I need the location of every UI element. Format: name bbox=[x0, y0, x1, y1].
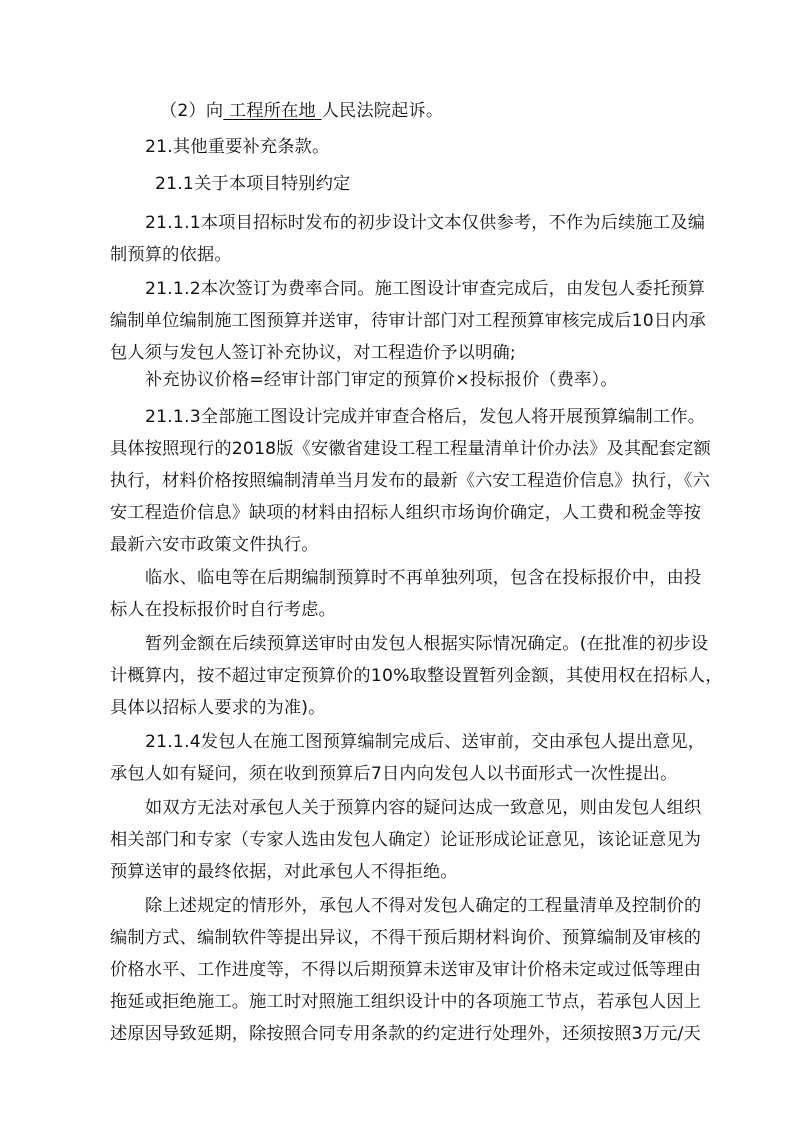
litigation-location-underlined: 工程所在地 bbox=[223, 101, 322, 121]
paragraph-21-1-2-line-1: 21.1.2本次签订为费率合同。施工图设计审查完成后，由发包人委托预算 bbox=[145, 279, 706, 299]
paragraph-no-objection-line-5: 述原因导致延期，除按照合同专用条款的约定进行处理外，还须按照3万元/天 bbox=[110, 1024, 701, 1044]
paragraph-no-objection-line-2: 编制方式、编制软件等提出异议，不得干预后期材料询价、预算编制及审核的 bbox=[110, 928, 702, 948]
paragraph-dispute-line-3: 预算送审的最终依据，对此承包人不得拒绝。 bbox=[110, 862, 458, 882]
paragraph-provisional-sum-line-2: 计概算内，按不超过审定预算价的10%取整设置暂列金额，其使用权在招标人， bbox=[110, 666, 723, 686]
litigation-suffix: 人民法院起诉。 bbox=[321, 101, 444, 121]
paragraph-litigation-clause bbox=[160, 100, 443, 122]
paragraph-21-1-3-line-1: 21.1.3全部施工图设计完成并审查合格后，发包人将开展预算编制工作。 bbox=[145, 407, 706, 427]
section-heading-21-1: 21.1关于本项目特别约定 bbox=[155, 174, 351, 194]
paragraph-21-1-1-line-2: 制预算的依据。 bbox=[110, 245, 232, 265]
paragraph-no-objection-line-1: 除上述规定的情形外，承包人不得对发包人确定的工程量清单及控制价的 bbox=[145, 896, 702, 916]
litigation-prefix: （2）向 bbox=[160, 101, 224, 121]
paragraph-21-1-2-line-3: 包人须与发包人签订补充协议，对工程造价予以明确; bbox=[110, 343, 516, 363]
paragraph-21-1-3-line-4: 安工程造价信息》缺项的材料由招标人组织市场询价确定，人工费和税金等按 bbox=[110, 503, 702, 523]
paragraph-provisional-sum-line-1: 暂列金额在后续预算送审时由发包人根据实际情况确定。(在批准的初步设 bbox=[145, 634, 709, 654]
paragraph-no-objection-line-4: 拖延或拒绝施工。施工时对照施工组织设计中的各项施工节点，若承包人因上 bbox=[110, 992, 702, 1012]
paragraph-21-1-2-line-2: 编制单位编制施工图预算并送审，待审计部门对工程预算审核完成后10日内承 bbox=[110, 311, 707, 331]
paragraph-provisional-sum-line-3: 具体以招标人要求的为准)。 bbox=[110, 698, 326, 718]
paragraph-21-1-4-line-1: 21.1.4发包人在施工图预算编制完成后、送审前，交由承包人提出意见， bbox=[145, 732, 706, 752]
paragraph-dispute-line-1: 如双方无法对承包人关于预算内容的疑问达成一致意见，则由发包人组织 bbox=[145, 798, 702, 818]
paragraph-supplement-price: 补充协议价格=经审计部门审定的预算价×投标报价（费率）。 bbox=[145, 370, 618, 390]
paragraph-water-electric-line-2: 标人在投标报价时自行考虑。 bbox=[110, 600, 337, 620]
paragraph-dispute-line-2: 相关部门和专家（专家人选由发包人确定）论证形成论证意见，该论证意见为 bbox=[110, 830, 702, 850]
paragraph-21-1-1-line-1: 21.1.1本项目招标时发布的初步设计文本仅供参考，不作为后续施工及编 bbox=[145, 213, 706, 233]
paragraph-21-1-3-line-5: 最新六安市政策文件执行。 bbox=[110, 535, 319, 555]
paragraph-water-electric-line-1: 临水、临电等在后期编制预算时不再单独列项，包含在投标报价中，由投 bbox=[145, 568, 702, 588]
paragraph-21-1-3-line-2: 具体按照现行的2018版《安徽省建设工程工程量清单计价办法》及其配套定额 bbox=[110, 439, 711, 459]
paragraph-21-1-4-line-2: 承包人如有疑问，须在收到预算后7日内向发包人以书面形式一次性提出。 bbox=[110, 764, 678, 784]
section-heading-21: 21.其他重要补充条款。 bbox=[145, 137, 330, 157]
paragraph-no-objection-line-3: 价格水平、工作进度等，不得以后期预算未送审及审计价格未定或过低等理由 bbox=[110, 960, 702, 980]
paragraph-21-1-3-line-3: 执行，材料价格按照编制清单当月发布的最新《六安工程造价信息》执行，《六 bbox=[110, 471, 710, 491]
